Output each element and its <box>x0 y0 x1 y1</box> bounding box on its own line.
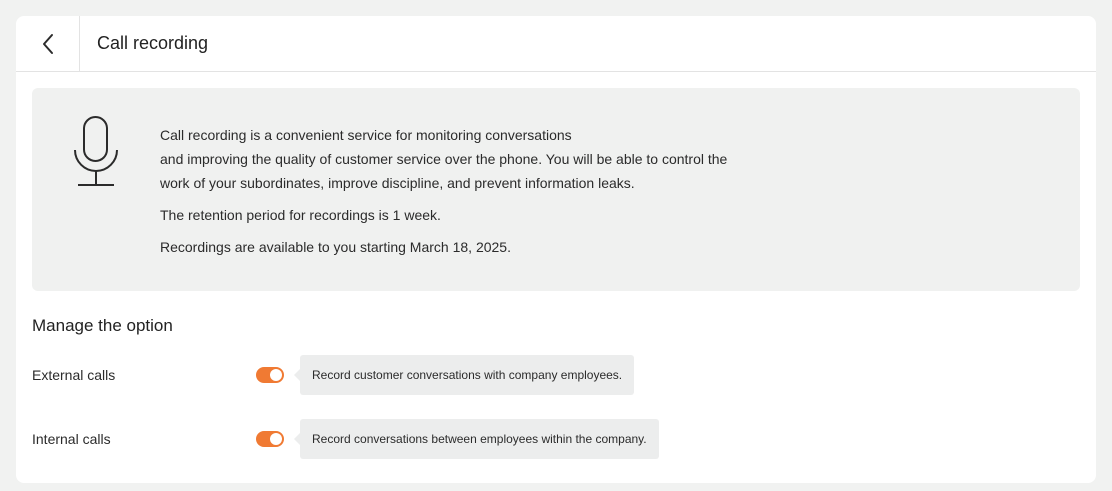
external-calls-toggle[interactable] <box>256 367 284 383</box>
section-title: Manage the option <box>32 316 173 335</box>
call-recording-card <box>16 16 1096 483</box>
info-panel <box>32 88 1080 291</box>
availability-text: Recordings are available to you starting March 18, 2025. <box>160 239 511 255</box>
option-label: External calls <box>32 367 116 383</box>
retention-text: The retention period for recordings is 1 week. <box>160 207 441 223</box>
option-label: Internal calls <box>32 431 111 447</box>
info-line-2: and improving the quality of customer service over the phone. You will be able to control the <box>160 151 728 167</box>
toggle-knob <box>270 433 282 445</box>
info-line-3: work of your subordinates, improve discipline, and prevent information leaks. <box>160 175 635 191</box>
toggle-knob <box>270 369 282 381</box>
page-header <box>16 16 1096 72</box>
info-line-1: Call recording is a convenient service for monitoring conversations <box>160 127 572 143</box>
microphone-icon <box>72 115 120 187</box>
internal-calls-toggle[interactable] <box>256 431 284 447</box>
option-row-internal-calls <box>32 419 1032 459</box>
page-title: Call recording <box>97 33 209 53</box>
info-description <box>160 123 727 259</box>
option-row-external-calls <box>32 355 1032 395</box>
chevron-left-icon <box>41 33 55 55</box>
option-hint: Record conversations between employees within the company. <box>300 419 659 459</box>
option-hint: Record customer conversations with company employees. <box>300 355 634 395</box>
back-button[interactable] <box>16 16 80 71</box>
